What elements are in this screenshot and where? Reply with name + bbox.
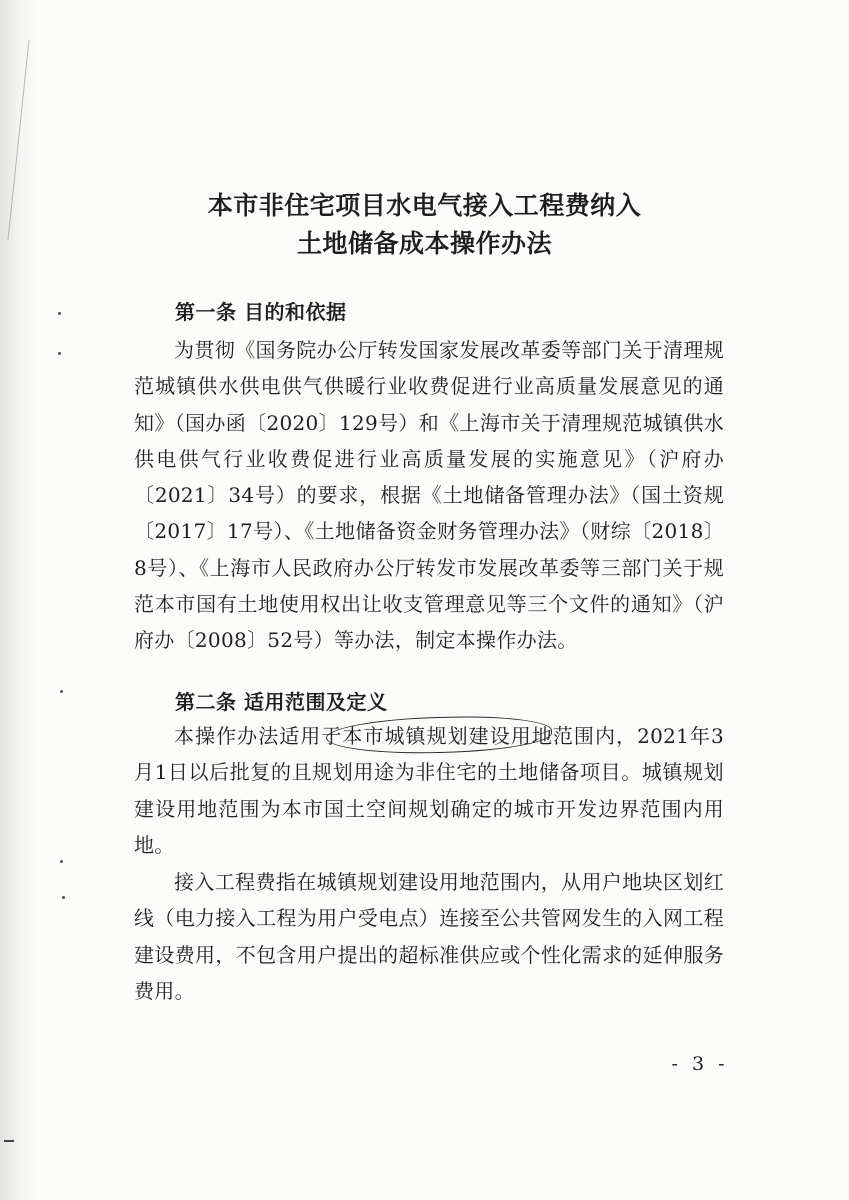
article2-paragraph1: 本操作办法适用于本市城镇规划建设用地范围内，2021年3月1日以后批复的且规划用途为非住宅的土地储备项目。城镇规划建设用地范围为本市国土空间规划确定的城市开发边界范围内用地。 [134, 724, 724, 857]
scan-dot [58, 312, 61, 315]
page-number: - 3 - [671, 1053, 729, 1075]
article2-heading: 第二条 适用范围及定义 [175, 690, 388, 714]
article2-paragraph2: 接入工程费指在城镇规划建设用地范围内，从用户地块区划红线（电力接入工程为用户受电点）连接至公共管网发生的入网工程建设费用，不包含用户提出的超标准供应或个性化需求的延伸服务费用。 [134, 870, 724, 1003]
document-title-line1: 本市非住宅项目水电气接入工程费纳入 [207, 191, 642, 220]
scan-dot [60, 860, 63, 863]
article1-heading: 第一条 目的和依据 [175, 300, 347, 324]
scan-tick-mark [4, 1140, 14, 1142]
article1-paragraph: 为贯彻《国务院办公厅转发国家发展改革委等部门关于清理规范城镇供水供电供气供暖行业收费促进行业高质量发展意见的通知》（国办函〔2020〕129号）和《上海市关于清理规范城镇供水供电供气行业收费促进行业高质量发展的实施意见》（沪府办〔2021〕34号）的要求，根据《土地储备管理办法》（国土资规〔2017〕17号）、《土地储备资金财务管理办法》（财综〔2018〕8号）、《上海市人民政府办公厅转发市发展改革委等三部门关于规范本市国有土地使用权出让收支管理意见等三个文件的通知》（沪府办〔2008〕52号）等办法，制定本操作办法。 [134, 338, 724, 653]
scan-dot [60, 690, 63, 693]
scan-dot [62, 896, 65, 899]
document-title-line2: 土地储备成本操作办法 [296, 229, 552, 258]
scan-dot [58, 352, 61, 355]
